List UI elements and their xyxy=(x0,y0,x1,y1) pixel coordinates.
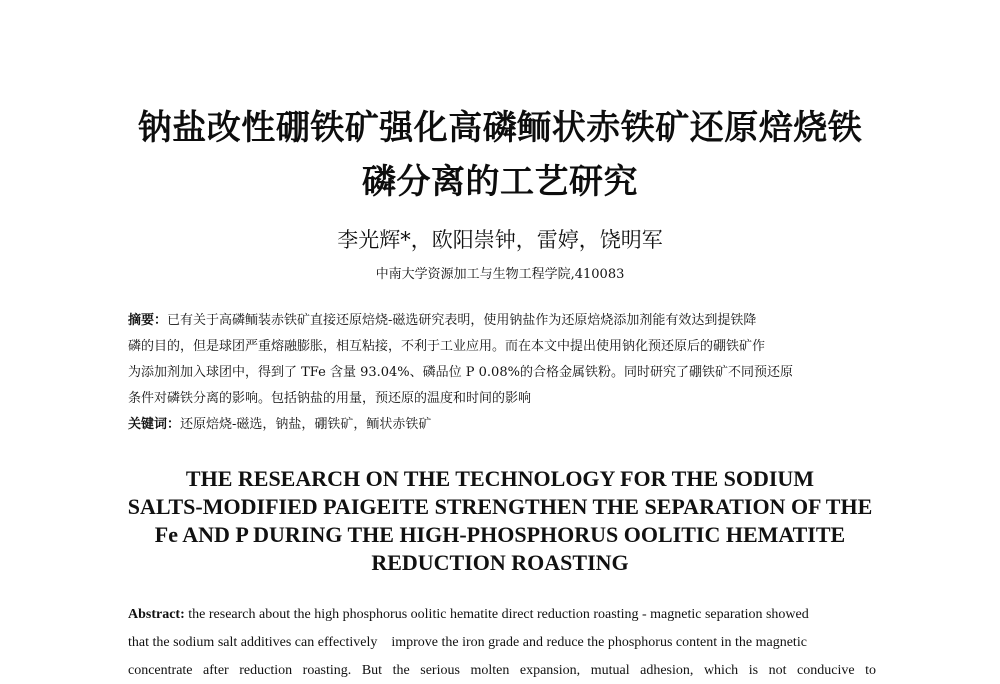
english-abstract-line-1 xyxy=(128,605,876,625)
chinese-title-line-2: 磷分离的工艺研究 xyxy=(362,162,638,202)
english-title-line-4: REDUCTION ROASTING xyxy=(371,550,629,575)
english-title-line-3: Fe AND P DURING THE HIGH-PHOSPHORUS OOLITIC HEMATITE xyxy=(154,522,846,547)
chinese-abstract-text-1: 已有关于高磷鲕装赤铁矿直接还原焙烧-磁选研究表明，使用钠盐作为还原焙烧添加剂能有效达到提铁降 xyxy=(167,313,757,328)
english-abstract-label: Abstract xyxy=(128,607,181,622)
english-title-line-1: THE RESEARCH ON THE TECHNOLOGY FOR THE SODIUM xyxy=(185,466,815,491)
keywords-text: 还原焙烧-磁选，钠盐，硼铁矿，鲕状赤铁矿 xyxy=(180,417,432,432)
keywords-label: 关键词： xyxy=(128,417,181,432)
english-title-line-2: SALTS-MODIFIED PAIGEITE STRENGTHEN THE SEPARATION OF THE xyxy=(127,494,873,519)
english-abstract-line-3: concentrate after reduction roasting. But the serious molten expansion, mutual adhesion, which is not conducive to xyxy=(128,663,876,678)
chinese-keywords xyxy=(128,412,888,438)
affiliation: 中南大学资源加工与生物工程学院,410083 xyxy=(375,267,625,282)
english-abstract-colon: : xyxy=(180,607,185,622)
english-abstract-line-2: that the sodium salt additives can effectively improve the iron grade and reduce the phosphorus content in the magnetic xyxy=(128,635,807,650)
author-list: 李光辉*，欧阳崇钟，雷婷，饶明军 xyxy=(337,228,663,252)
chinese-abstract-line-2: 磷的目的，但是球团严重熔融膨胀，相互粘接，不利于工业应用。而在本文中提出使用钠化预还原后的硼铁矿作 xyxy=(128,339,766,354)
chinese-title-line-1: 钠盐改性硼铁矿强化高磷鲕状赤铁矿还原焙烧铁 xyxy=(137,108,863,148)
chinese-abstract-label: 摘要： xyxy=(128,313,168,328)
chinese-abstract-line-4: 条件对磷铁分离的影响。包括钠盐的用量，预还原的温度和时间的影响 xyxy=(128,391,532,406)
chinese-abstract-line-1 xyxy=(128,308,888,334)
english-abstract-text-1: the research about the high phosphorus oolitic hematite direct reduction roasting - magnetic separation showed xyxy=(184,607,809,622)
chinese-abstract-line-3: 为添加剂加入球团中，得到了 TFe 含量 93.04%、磷品位 P 0.08%的合格金属铁粉。同时研究了硼铁矿不同预还原 xyxy=(128,365,793,380)
